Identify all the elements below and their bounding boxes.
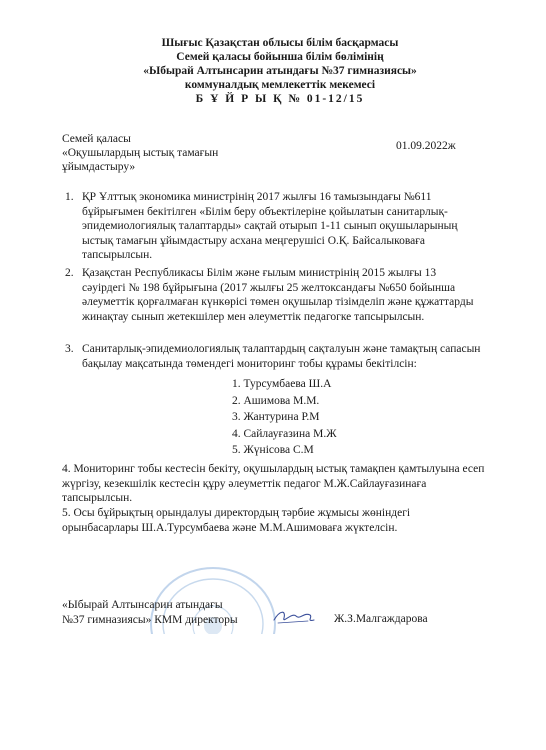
director-position xyxy=(62,598,238,628)
monitoring-group-list xyxy=(232,376,337,459)
document-header xyxy=(60,36,500,106)
item-number: 2. xyxy=(65,267,74,279)
item-text: Санитарлық-эпидемиологиялық талаптардың сақталуын және тамақтың сапасын бақылау мақсатында төмендегі мониторинг тобы құрамы бекітілсін: xyxy=(82,343,481,370)
city: Семей қаласы xyxy=(62,133,131,145)
list-item: 4. Сайлауғазина М.Ж xyxy=(232,427,337,440)
list-item: 3. Жантурина Р.М xyxy=(232,411,320,423)
item-number: 1. xyxy=(65,191,74,203)
item-number: 3. xyxy=(65,343,74,355)
order-item-5: 5. Осы бұйрықтың орындалуы директордың тәрбие жұмысы жөніндегі орынбасарлары Ш.А.Турсумбаева және М.М.Ашимоваға жүктелсін. xyxy=(62,507,411,534)
item-text: ҚР Ұлттық экономика министрінің 2017 жылғы 16 тамызындағы №611 бұйрығымен бекітілген «Білім беру объектілеріне қойылатын санитарлық-эпидемиологиялық талаптарды» сақтай отырып 1-11 сынып оқушыларының ыстық тамағын ұйымдастыру асхана меңгерушісі О.Қ. Байсалыковаға тапсырылсын. xyxy=(82,191,458,262)
header-line-2: Семей қаласы бойынша білім бөлімінің xyxy=(176,51,384,63)
list-item: 1. Турсумбаева Ш.А xyxy=(232,378,332,390)
order-item-1 xyxy=(65,190,482,263)
handwritten-signature xyxy=(270,606,318,628)
order-item-3 xyxy=(65,342,492,371)
order-date: 01.09.2022ж xyxy=(396,140,456,152)
header-line-1: Шығыс Қазақстан облысы білім басқармасы xyxy=(161,37,399,49)
order-topic: «Оқушылардың ыстық тамағын ұйымдастыру» xyxy=(62,147,219,173)
director-org-line-1: «Ыбырай Алтынсарин атындағы xyxy=(62,599,223,611)
order-number: Б Ұ Й Р Ы Қ № 01-12/15 xyxy=(195,93,365,105)
director-org-line-2: №37 гимназиясы» КММ директоры xyxy=(62,614,238,626)
order-item-2 xyxy=(65,266,482,324)
director-name: Ж.З.Малгаждарова xyxy=(334,613,428,625)
list-item: 2. Ашимова М.М. xyxy=(232,394,320,407)
header-line-4: коммуналдық мемлекеттік мекемесі xyxy=(184,79,376,91)
list-item: 5. Жүнісова С.М xyxy=(232,444,314,456)
header-line-3: «Ыбырай Алтынсарин атындағы №37 гимназиясы» xyxy=(143,65,417,77)
order-item-4: 4. Мониторинг тобы кестесін бекіту, оқушылардың ыстық тамақпен қамтылуына есеп жүргізу, кезекшілік кестесін құру әлеуметтік педагог М.Ж.Сайлауғазинаға тапсырылсын. xyxy=(62,463,485,505)
item-text: Қазақстан Республикасы Білім және ғылым министрінің 2015 жылғы 13 сәуірдегі № 198 бұйрығына (2017 жылғы 25 желтоксандағы №650 бойынша әлеуметтік қорғалмаған күнкөрісі төмен оқушылар тізімделіп және құжаттарды жинақтау сынып жетекшілер мен әлеуметтік педагогке тапсырылсын. xyxy=(82,267,474,323)
